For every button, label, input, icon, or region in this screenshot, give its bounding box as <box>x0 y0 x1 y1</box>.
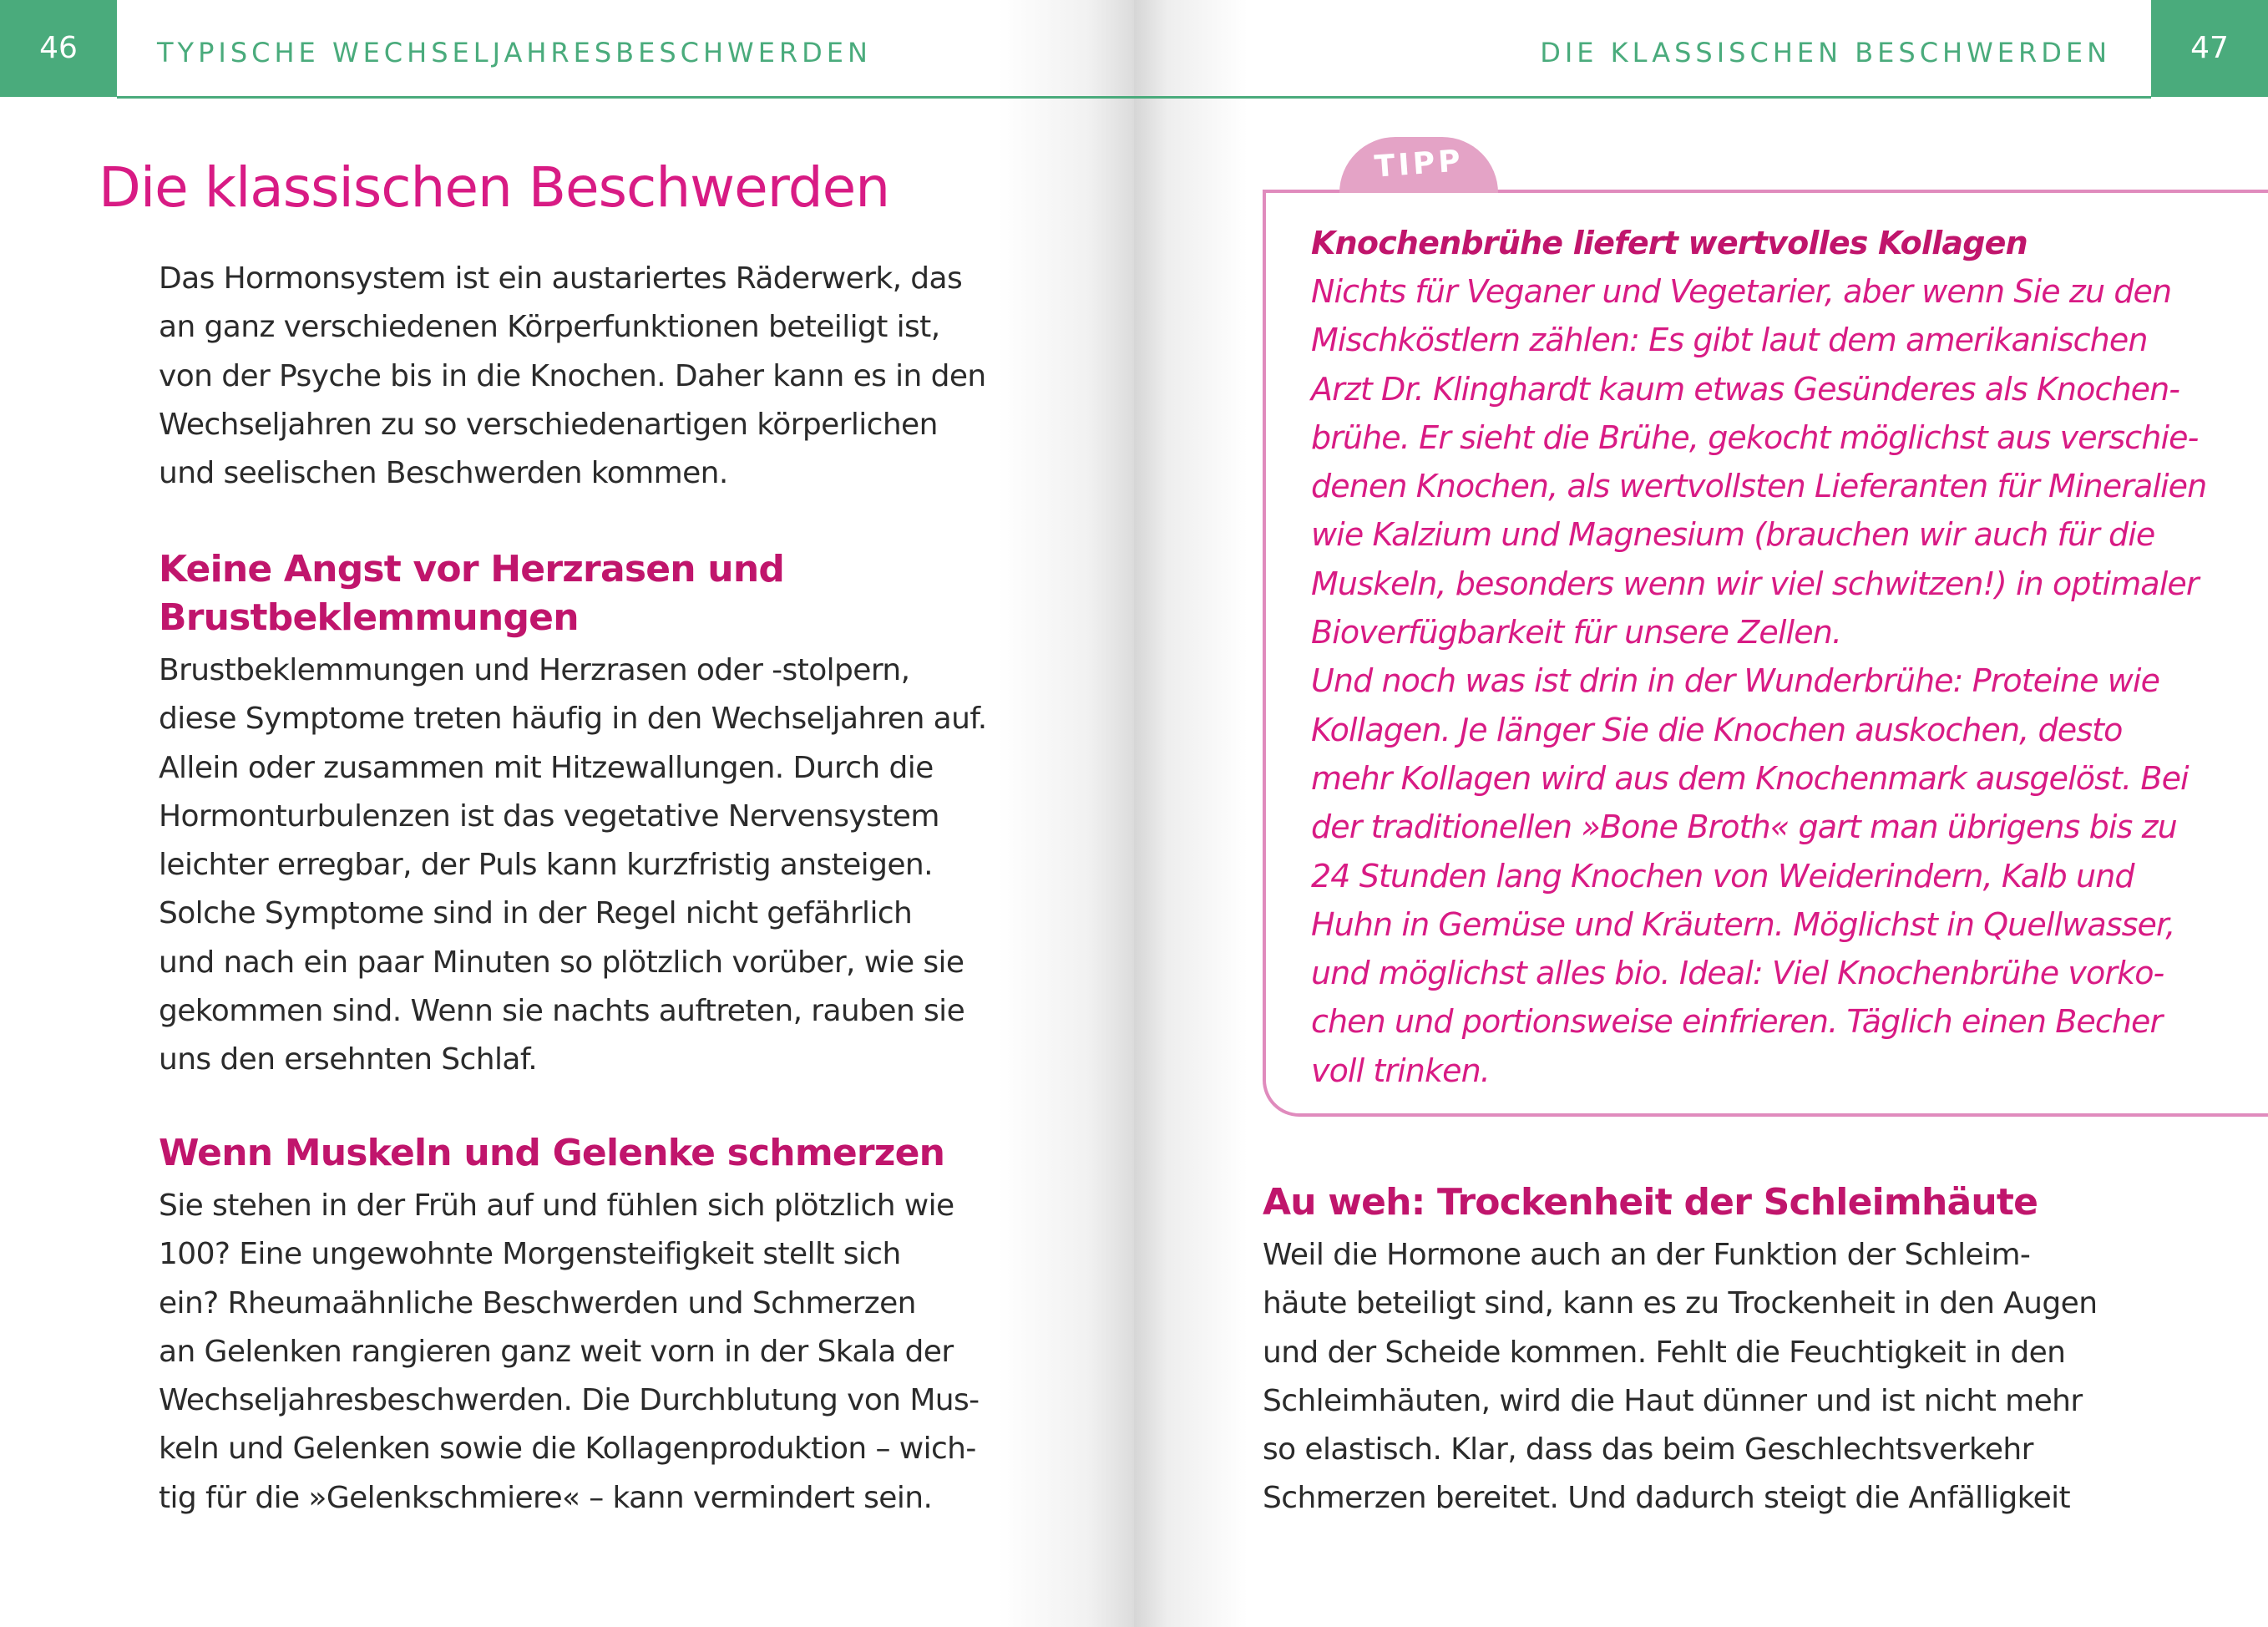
tip-line: Huhn in Gemüse und Kräutern. Möglichst in Quellwasser, <box>1311 905 2175 943</box>
tip-line: Und noch was ist drin in der Wunderbrühe: Proteine wie <box>1311 662 2160 700</box>
text-line: Weil die Hormone auch an der Funktion der Schleim- <box>1263 1238 2031 1272</box>
text-line: Das Hormonsystem ist ein austariertes Räderwerk, das <box>159 261 963 296</box>
text-line: Solche Symptome sind in der Regel nicht gefährlich <box>159 896 913 931</box>
tip-line: Arzt Dr. Klinghardt kaum etwas Gesünderes als Knochen- <box>1311 370 2180 408</box>
text-line: Hormonturbulenzen ist das vegetative Nervensystem <box>159 798 939 834</box>
text-line: und seelischen Beschwerden kommen. <box>159 456 728 491</box>
text-line: diese Symptome treten häufig in den Wechseljahren auf. <box>159 702 987 737</box>
section-body-muskeln <box>159 1182 980 1523</box>
section-heading-schleimhaeute <box>1263 1178 2038 1227</box>
tip-line: Mischköstlern zählen: Es gibt laut dem amerikanischen <box>1311 322 2148 359</box>
tip-line: mehr Kollagen wird aus dem Knochenmark ausgelöst. Bei <box>1311 759 2189 797</box>
tip-line: und möglichst alles bio. Ideal: Viel Knochenbrühe vorko- <box>1311 955 2164 992</box>
page-number-right: 47 <box>2151 0 2268 97</box>
tip-line: Muskeln, besonders wenn wir viel schwitzen!) in optimaler <box>1311 565 2199 602</box>
heading-line: Brustbeklemmungen <box>159 596 579 639</box>
heading-line: Wenn Muskeln und Gelenke schmerzen <box>159 1132 945 1174</box>
heading-line: Keine Angst vor Herzrasen und <box>159 548 785 590</box>
tip-line: brühe. Er sieht die Brühe, gekocht möglichst aus verschie- <box>1311 418 2199 456</box>
text-line: Brustbeklemmungen und Herzrasen oder -stolpern, <box>159 653 910 687</box>
tip-line: Bioverfügbarkeit für unsere Zellen. <box>1311 614 1842 651</box>
text-line: und der Scheide kommen. Fehlt die Feuchtigkeit in den <box>1263 1335 2066 1370</box>
tip-line: 24 Stunden lang Knochen von Weiderindern, Kalb und <box>1311 857 2134 895</box>
header-rule-right <box>1134 96 2151 99</box>
text-line: leichter erregbar, der Puls kann kurzfristig ansteigen. <box>159 848 933 883</box>
text-line: Sie stehen in der Früh auf und fühlen sich plötzlich wie <box>159 1189 954 1223</box>
tip-label: TIPP <box>1373 144 1466 185</box>
tip-line: denen Knochen, als wertvollsten Lieferanten für Mineralien <box>1311 468 2207 505</box>
heading-line: Au weh: Trockenheit der Schleimhäute <box>1263 1181 2038 1224</box>
tip-title: Knochenbrühe liefert wertvolles Kollagen <box>1311 225 2028 261</box>
text-line: so elastisch. Klar, dass das beim Geschlechtsverkehr <box>1263 1432 2033 1467</box>
text-line: Wechseljahresbeschwerden. Die Durchblutung von Mus- <box>159 1383 980 1418</box>
page-number-left: 46 <box>0 0 117 97</box>
text-line: Wechseljahren zu so verschiedenartigen körperlichen <box>159 407 938 442</box>
right-page <box>1134 0 2268 1627</box>
text-line: von der Psyche bis in die Knochen. Daher kann es in den <box>159 358 986 393</box>
intro-paragraph <box>159 255 986 498</box>
tip-line: Kollagen. Je länger Sie die Knochen auskochen, desto <box>1311 711 2123 748</box>
section-body-schleimhaeute <box>1263 1231 2097 1523</box>
text-line: gekommen sind. Wenn sie nachts auftreten, rauben sie <box>159 994 965 1029</box>
text-line: Schleimhäuten, wird die Haut dünner und ist nicht mehr <box>1263 1383 2083 1418</box>
text-line: und nach ein paar Minuten so plötzlich vorüber, wie sie <box>159 945 964 980</box>
text-line: tig für die »Gelenkschmiere« – kann vermindert sein. <box>159 1480 933 1515</box>
text-line: Allein oder zusammen mit Hitzewallungen. Durch die <box>159 750 934 785</box>
page-title: Die klassischen Beschwerden <box>99 155 890 220</box>
header-rule-left <box>117 96 1134 99</box>
text-line: keln und Gelenken sowie die Kollagenproduktion – wich- <box>159 1432 976 1467</box>
text-line: an Gelenken rangieren ganz weit vorn in der Skala der <box>159 1334 954 1369</box>
text-line: häute beteiligt sind, kann es zu Trockenheit in den Augen <box>1263 1286 2098 1321</box>
section-body-herzrasen <box>159 646 987 1085</box>
text-line: uns den ersehnten Schlaf. <box>159 1042 538 1077</box>
tip-line: voll trinken. <box>1311 1052 1490 1089</box>
text-line: 100? Eine ungewohnte Morgensteifigkeit stellt sich <box>159 1237 901 1272</box>
tip-line: der traditionellen »Bone Broth« gart man übrigens bis zu <box>1311 808 2177 846</box>
text-line: an ganz verschiedenen Körperfunktionen beteiligt ist, <box>159 310 940 345</box>
tip-line: Nichts für Veganer und Vegetarier, aber wenn Sie zu den <box>1311 273 2172 310</box>
section-heading-herzrasen <box>159 545 784 642</box>
text-line: Schmerzen bereitet. Und dadurch steigt die Anfälligkeit <box>1263 1481 2071 1516</box>
tip-line: chen und portionsweise einfrieren. Täglich einen Becher <box>1311 1003 2163 1041</box>
text-line: ein? Rheumaähnliche Beschwerden und Schmerzen <box>159 1285 916 1320</box>
running-title-right: DIE KLASSISCHEN BESCHWERDEN <box>1540 37 2111 68</box>
tip-body <box>1311 267 2206 1095</box>
running-title-left: TYPISCHE WECHSELJAHRESBESCHWERDEN <box>157 37 872 68</box>
section-heading-muskeln <box>159 1129 944 1178</box>
tip-line: wie Kalzium und Magnesium (brauchen wir auch für die <box>1311 516 2155 554</box>
